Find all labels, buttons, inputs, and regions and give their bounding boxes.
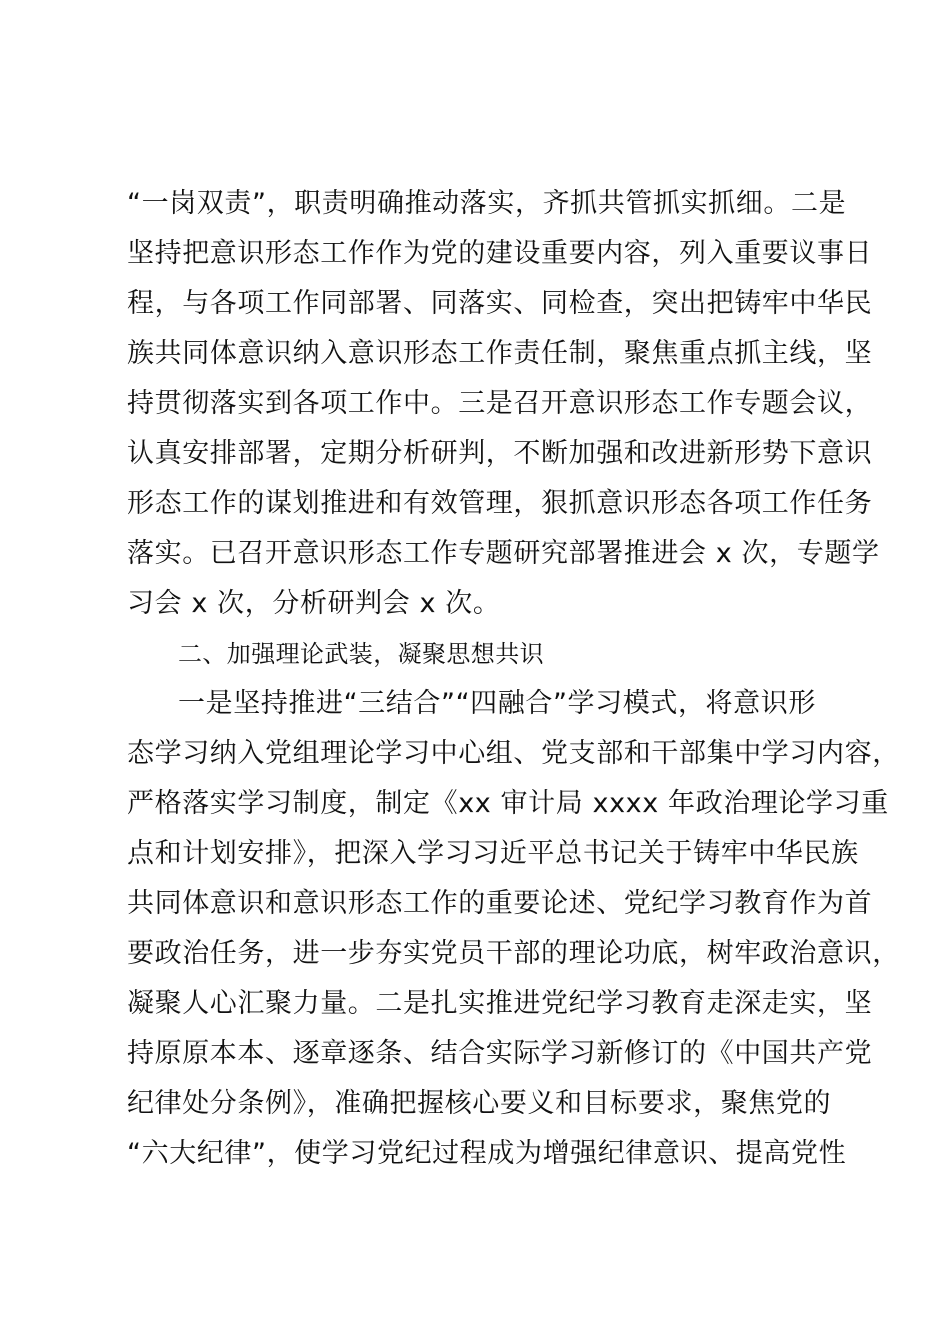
paragraph-line: 要政治任务，进一步夯实党员干部的理论功底，树牢政治意识， bbox=[127, 938, 900, 969]
paragraph-line: 习会 x 次，分析研判会 x 次。 bbox=[127, 588, 501, 619]
paragraph-line: 坚持把意识形态工作作为党的建设重要内容，列入重要议事日 bbox=[127, 238, 873, 269]
paragraph-line: “六大纪律”，使学习党纪过程成为增强纪律意识、提高党性 bbox=[127, 1138, 847, 1169]
paragraph-line: 族共同体意识纳入意识形态工作责任制，聚焦重点抓主线，坚 bbox=[127, 338, 873, 369]
paragraph-line: 认真安排部署，定期分析研判，不断加强和改进新形势下意识 bbox=[127, 438, 873, 469]
paragraph-line: 严格落实学习制度，制定《xx 审计局 xxxx 年政治理论学习重 bbox=[127, 788, 889, 819]
paragraph-line: 持原原本本、逐章逐条、结合实际学习新修订的《中国共产党 bbox=[127, 1038, 873, 1069]
document-body bbox=[127, 179, 900, 1179]
paragraph-line: 凝聚人心汇聚力量。二是扎实推进党纪学习教育走深走实，坚 bbox=[127, 988, 873, 1019]
section-heading: 二、加强理论武装，凝聚思想共识 bbox=[178, 640, 544, 668]
paragraph-line: 态学习纳入党组理论学习中心组、党支部和干部集中学习内容， bbox=[127, 738, 900, 769]
paragraph-line: 落实。已召开意识形态工作专题研究部署推进会 x 次，专题学 bbox=[127, 538, 880, 569]
paragraph-line: 形态工作的谋划推进和有效管理，狠抓意识形态各项工作任务 bbox=[127, 488, 873, 519]
paragraph-line: “一岗双责”，职责明确推动落实，齐抓共管抓实抓细。二是 bbox=[127, 188, 847, 219]
paragraph-line: 程，与各项工作同部署、同落实、同检查，突出把铸牢中华民 bbox=[127, 288, 873, 319]
paragraph-line: 共同体意识和意识形态工作的重要论述、党纪学习教育作为首 bbox=[127, 888, 873, 919]
paragraph-line: 一是坚持推进“三结合”“四融合”学习模式，将意识形 bbox=[178, 688, 816, 719]
paragraph-line: 纪律处分条例》，准确把握核心要义和目标要求，聚焦党的 bbox=[127, 1088, 832, 1119]
paragraph-line: 持贯彻落实到各项工作中。三是召开意识形态工作专题会议， bbox=[127, 388, 873, 419]
paragraph-line: 点和计划安排》，把深入学习习近平总书记关于铸牢中华民族 bbox=[127, 838, 859, 869]
